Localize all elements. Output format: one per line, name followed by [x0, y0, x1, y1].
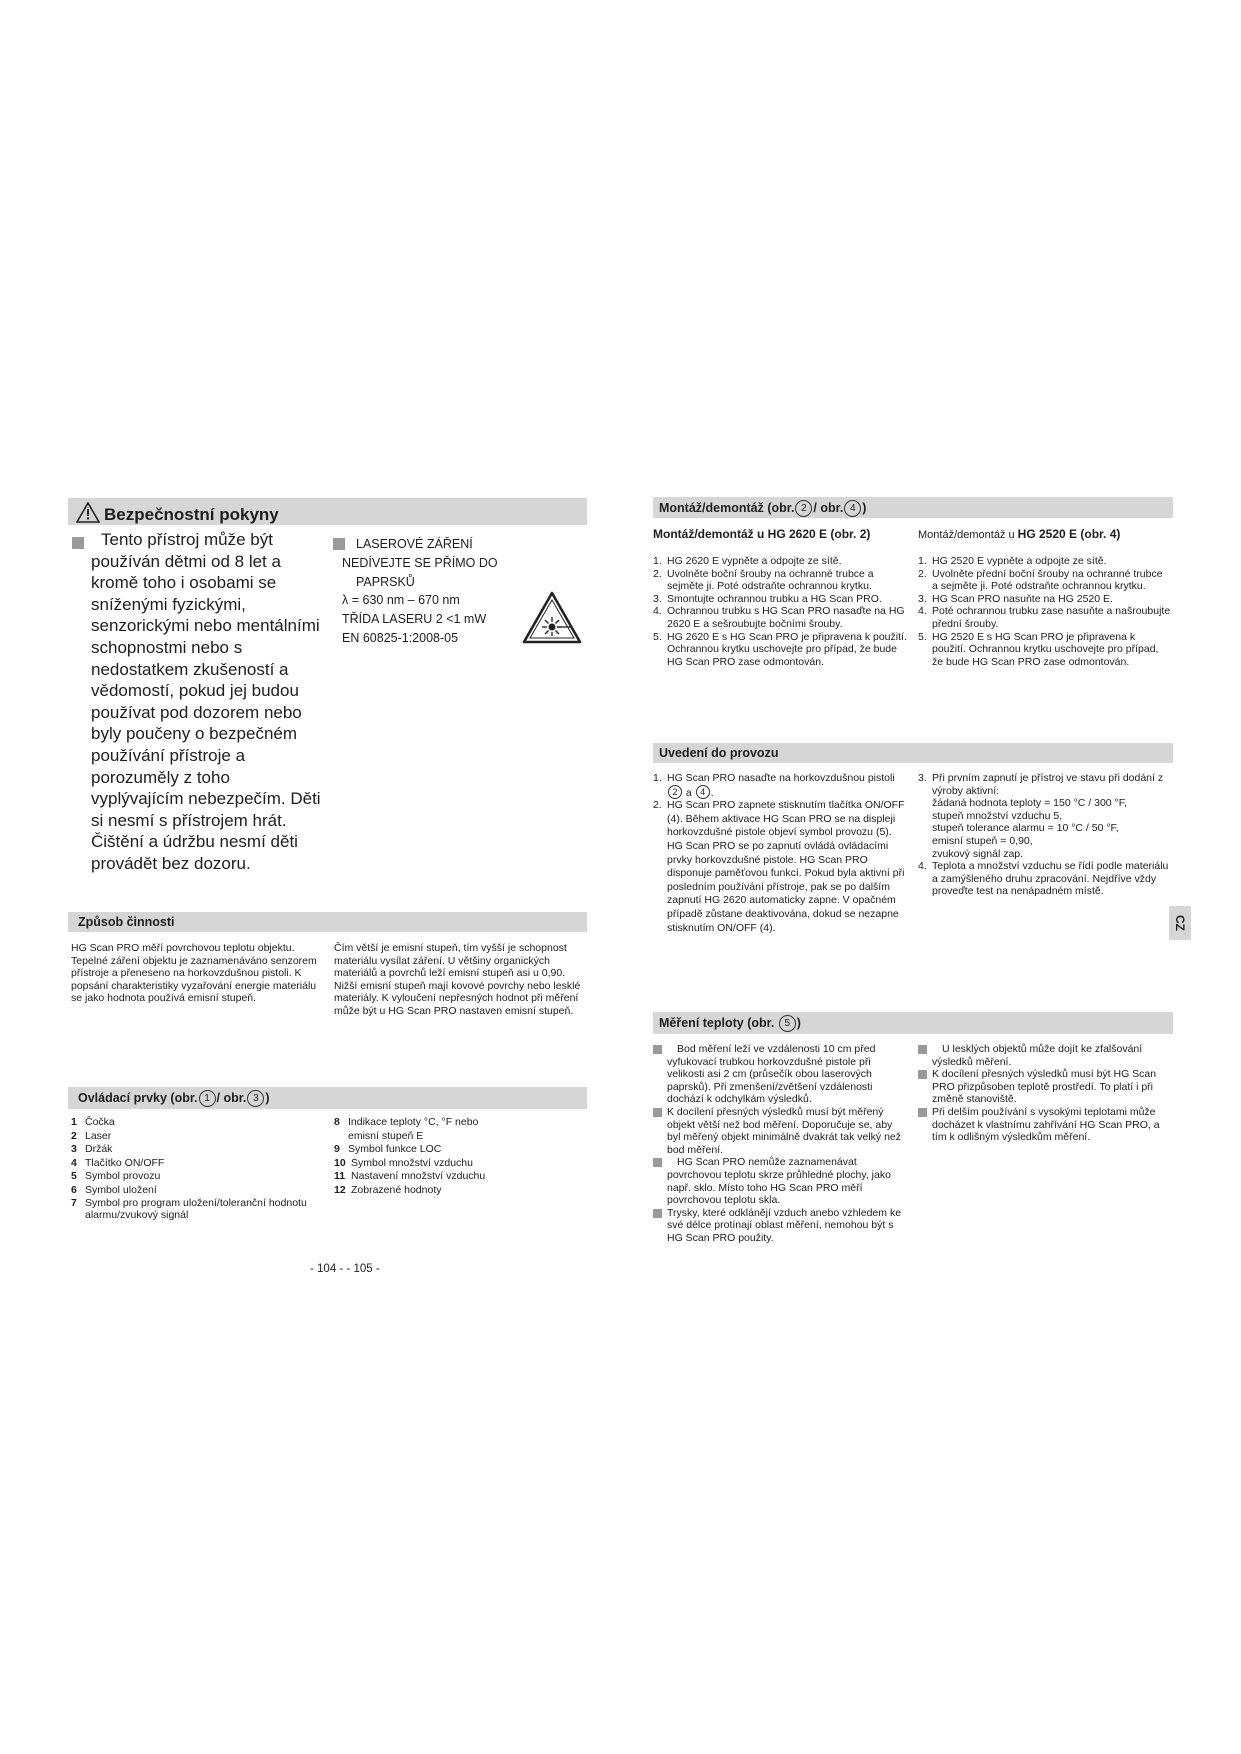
laser-line: PAPRSKŮ [356, 574, 415, 589]
ovladaci-title-prefix: Ovládací prvky (obr. [78, 1091, 198, 1105]
list-item: 3. HG Scan PRO nasuňte na HG 2520 E. [918, 592, 1113, 605]
montaz-header [653, 497, 1173, 518]
laser-line: NEDÍVEJTE SE PŘÍMO DO [342, 555, 498, 570]
list-item: 1. HG Scan PRO nasaďte na horkovzdušnou pistoli 2 a 4 . [653, 772, 895, 799]
mereni-title-prefix: Měření teploty (obr. [659, 1016, 775, 1030]
list-item: K docílení přesných výsledků musí být HG Scan PRO přizpůsoben teplotě prostředí. To platí i při změně stanoviště. [918, 1068, 1171, 1106]
list-item: 2. Uvolněte boční šrouby na ochranné trubce a sejměte ji. Poté odstraňte ochrannou krytku. [653, 567, 874, 593]
zpusob-col1: HG Scan PRO měří povrchovou teplotu objektu. Tepelné záření objektu je zaznamenáváno senzorem přístroje a přeneseno na horkovzdušnou pistoli. K popsání charakteristiky vyzařování energie materiálu se jako hodnota používá emisní stupeň. [71, 942, 317, 1005]
list-item: Trysky, které odklánějí vzduch anebo vzhledem ke své délce protínají oblast měření, nemohou být s HG Scan PRO použity. [653, 1207, 907, 1245]
list-item: 5. HG 2620 E s HG Scan PRO je připravena k použití. Ochrannou krytku uschovejte pro případ, že bude HG Scan PRO zase odmontován. [653, 630, 907, 668]
figure-ref: 2 [795, 500, 812, 517]
language-tab-label: CZ [1173, 915, 1187, 931]
legend-col1 [71, 1116, 321, 1221]
mereni-list-1 [653, 1043, 907, 1245]
laser-line: λ = 630 nm – 670 nm [342, 593, 460, 608]
mereni-header [653, 1012, 1173, 1034]
montaz-sub1: Montáž/demontáž u HG 2620 E (obr. 2) [653, 527, 871, 541]
zpusob-header [68, 912, 587, 932]
list-item: Při delším používání s vysokými teplotami může docházet k vlastnímu zahřívání HG Scan PRO, a tím k odlišným výsledkům měření. [918, 1106, 1171, 1144]
legend-item: 4 Tlačítko ON/OFF [71, 1156, 165, 1169]
laser-line: LASEROVÉ ZÁŘENÍ [356, 537, 473, 551]
laser-line: TŘÍDA LASERU 2 <1 mW [342, 612, 487, 627]
page-numbers: - 104 - - 105 - [310, 1263, 380, 1275]
figure-ref: 5 [779, 1015, 796, 1032]
language-tab [1169, 906, 1191, 940]
list-item: 2. HG Scan PRO zapnete stisknutím tlačítka ON/OFF (4). Během aktivace HG Scan PRO se na displeji horkovzdušné pistole objeví symbol provozu (5). HG Scan PRO se po zapnutí ovládá ovládacími prvky horkovzdušné pistole. HG Scan PRO disponuje paměťovou funkcí. Pokud byla aktivní při posledním používání přístroje, pak se po dalším zapnutí HG 2620 automaticky zapne. V opačném případě zůstane deaktivována, dokud se nezapne stisknutím ON/OFF (4). [653, 799, 905, 934]
bullet-square [72, 537, 84, 549]
uvedeni-list-1 [653, 772, 907, 935]
montaz-title-suffix: ) [862, 501, 867, 515]
legend-item: 12 Zobrazené hodnoty [334, 1183, 442, 1196]
montaz-title-mid: / obr. [813, 501, 844, 515]
list-item: 1. HG 2520 E vypněte a odpojte ze sítě. [918, 555, 1107, 567]
legend-col2 [334, 1116, 509, 1197]
list-item: K docílení přesných výsledků musí být měřený objekt větší než bod měření. Doporučuje se, aby byl měřený objekt minimálně dvakrát tak velký než bod měření. [653, 1106, 907, 1156]
legend-item: 9 Symbol funkce LOC [334, 1143, 442, 1155]
mereni-title-suffix: ) [796, 1016, 801, 1030]
safety-paragraph: Tento přístroj může být používán dětmi od 8 let a kromě toho i osobami se sníženými fyzickými, senzorickými nebo mentálními schopnostmi nebo s nedostatkem zkušeností a vědomostí, pokud jej budou používat pod dozorem nebo byly poučeny o bezpečném používání přístroje a porozuměly z toho vyplývajícím nebezpečím. Děti si nesmí s přístrojem hrát. Čištění a údržbu nesmí děti provádět bez dozoru. [91, 530, 321, 873]
safety-header [68, 498, 587, 525]
zpusob-col2: Čím větší je emisní stupeň, tím vyšší je schopnost materiálu vysílat záření. U většiny organických materiálů a povrchů leží emisní stupeň asi u 0,90. Nižší emisní stupeň mají kovové povrchy nebo lesklé materiály. K vyloučení nepřesných hodnot při měření může být u HG Scan PRO nastaven emisní stupeň. [334, 942, 581, 1017]
uvedeni-title: Uvedení do provozu [659, 746, 779, 760]
legend-item: 11 Nastavení množství vzduchu [334, 1170, 486, 1182]
legend-item: 8 Indikace teploty °C, °F nebo emisní stupeň E [334, 1116, 479, 1142]
montaz-sub2 [918, 527, 1120, 541]
uvedeni-header [653, 743, 1173, 763]
list-item: 3. Při prvním zapnutí je přístroj ve stavu při dodání z výroby aktivní: žádaná hodnota teploty = 150 °C / 300 °F, stupeň množství vzduchu 5, stupeň tolerance alarmu = 10 °C / 50 °F, emisní stupeň = 0,90, zvukový signál zap. [918, 772, 1164, 860]
montaz-list-1 [653, 555, 907, 668]
ovladaci-title-mid: / obr. [216, 1091, 247, 1105]
list-item: 2. Uvolněte přední boční šrouby na ochranné trubce a sejměte ji. Poté odstraňte ochrannou krytku. [918, 567, 1163, 593]
montaz-sub2-prefix: Montáž/demontáž u [918, 529, 1018, 541]
list-item: 3. Smontujte ochrannou trubku a HG Scan PRO. [653, 592, 882, 605]
list-item: U lesklých objektů může dojít ke zfalšování výsledků měření. [918, 1043, 1171, 1068]
montaz-title-prefix: Montáž/demontáž (obr. [659, 501, 795, 515]
list-item: Bod měření leží ve vzdálenosti 10 cm před vyfukovací trubkou horkovzdušné pistole při velikosti asi 2 cm (průsečík obou laserových paprsků). Při zmenšení/zvětšení vzdálenosti dochází k odchylkám výsledků. [653, 1043, 907, 1106]
list-item: 4. Poté ochrannou trubku zase nasuňte a našroubujte přední šrouby. [918, 605, 1171, 630]
figure-ref: 2 [668, 785, 682, 799]
uvedeni-list-2 [918, 772, 1171, 898]
figure-ref: 4 [844, 500, 861, 517]
list-item: 5. HG 2520 E s HG Scan PRO je připravena k použití. Ochrannou krytku uschovejte pro případ, že bude HG Scan PRO zase odmontován. [918, 630, 1159, 668]
legend-item: 10 Symbol množství vzduchu [334, 1156, 473, 1169]
list-item: HG Scan PRO nemůže zaznamenávat povrchovou teplotu skrze průhledné plochy, jako např. sklo. Místo toho HG Scan PRO měří povrchovou teplotu skla. [653, 1156, 907, 1206]
ovladaci-header [68, 1087, 587, 1109]
legend-item: 7 Symbol pro program uložení/toleranční hodnotu alarmu/zvukový signál [71, 1197, 307, 1221]
zpusob-title: Způsob činnosti [78, 915, 175, 929]
figure-ref: 1 [199, 1090, 216, 1107]
figure-ref: 4 [696, 785, 710, 799]
ovladaci-title-suffix: ) [265, 1091, 270, 1105]
legend-item: 5 Symbol provozu [71, 1170, 161, 1182]
legend-item: 3 Držák [71, 1143, 113, 1155]
laser-hazard-icon [522, 591, 582, 649]
list-item: 4. Teplota a množství vzduchu se řídí podle materiálu a zamýšleného druhu zpracování. Nejdříve vždy proveďte test na nenápadném místě. [918, 860, 1169, 898]
legend-item: 6 Symbol uložení [71, 1183, 157, 1196]
montaz-list-2 [918, 555, 1171, 668]
list-item: 1. HG 2620 E vypněte a odpojte ze sítě. [653, 555, 842, 567]
legend-item: 1 Čočka [71, 1116, 115, 1128]
legend-item: 2 Laser [71, 1129, 112, 1142]
montaz-sub2-bold: HG 2520 E (obr. 4) [1017, 527, 1121, 541]
laser-line: EN 60825-1:2008-05 [342, 630, 459, 645]
mereni-list-2 [918, 1043, 1171, 1144]
figure-ref: 3 [247, 1090, 264, 1107]
list-item: 4. Ochrannou trubku s HG Scan PRO nasaďte na HG 2620 E a sešroubujte bočními šrouby. [653, 605, 905, 630]
warning-icon [76, 502, 100, 528]
safety-title: Bezpečnostní pokyny [104, 505, 279, 524]
laser-warning [342, 535, 522, 648]
